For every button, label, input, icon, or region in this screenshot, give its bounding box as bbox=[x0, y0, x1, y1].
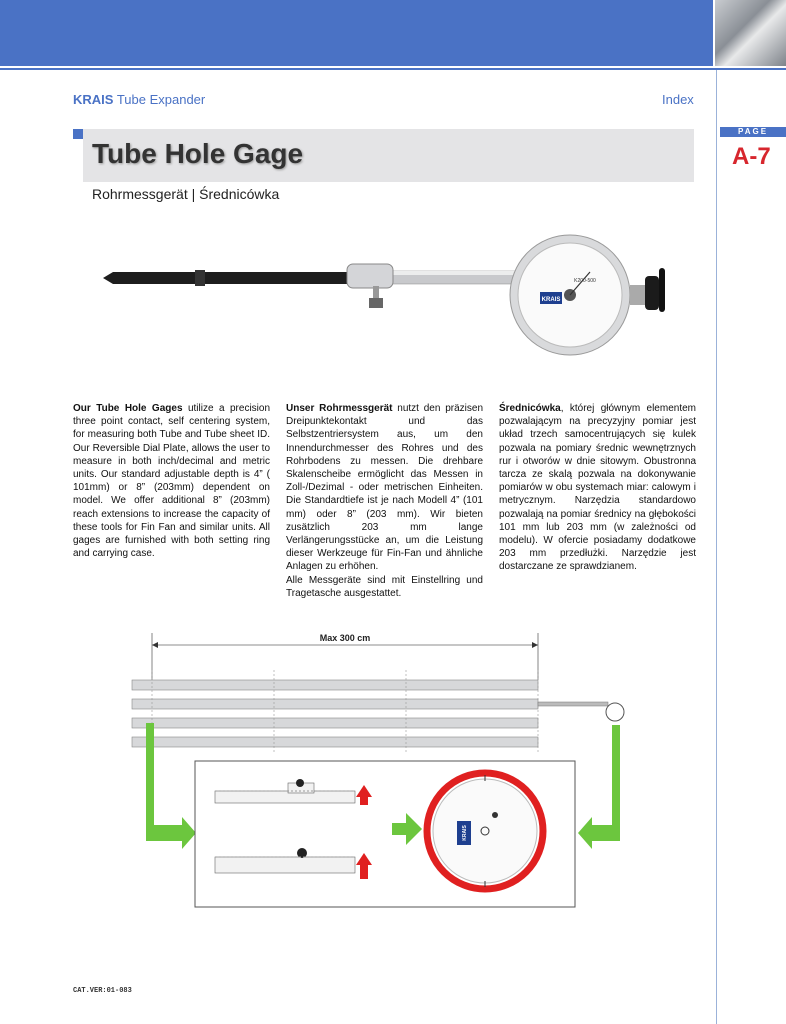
catalog-version: CAT.VER:01-083 bbox=[73, 987, 132, 995]
page-title: Tube Hole Gage bbox=[92, 138, 304, 169]
margin-rule bbox=[716, 70, 717, 1024]
brand-label: KRAIS Tube Expander bbox=[73, 92, 206, 107]
text-column-polish: Średnicówka, której głównym elementem pozwalającym na precyzyjny pomiar jest układ trzech samocentrujących się kulek pozwala na pomiary średnic wewnętrznych rur i otworów w dnie sitowym. Obustronna tarcza ze skalą pozwala na dokonywanie pomiarów w obu systemach miar: calowym i metrycznym. Narzędzia standardowo pozwalają na pomiar średnicy na głębokości 101 mm lub 203 mm (w zależności od modelu). W ofercie posiadamy dodatkowe 203 mm przedłużki. Narzędzie jest dostarczane ze sprawdzianem. bbox=[499, 403, 696, 573]
corner-product-thumbnail bbox=[715, 0, 786, 66]
text-column-german: Unser Rohrmessgerät nutzt den präzisen Dreipunktekontakt und das Selbstzentriersystem aus, um den Innendurchmesser des Rohres und des Rohrbodens zu messen. Die drehbare Skalenscheibe ermöglicht das Messen in Zoll-/Dezimal - oder metrischen Einheiten. Die Standardtiefe ist je nach Modell 4” (101 mm) oder 8” (203 mm). Wir bieten zusätzlich 203 mm lange Verlängerungsstücke an, um die Leistung dieser Werkzeuge für Fin-Fan und ähnliche Anlagen zu erhöhen. Alle Messgeräte sind mit Einstellring und Tragetasche ausgestattet. bbox=[286, 403, 484, 599]
photo-dial-label: K200-500 bbox=[574, 278, 596, 284]
text-column-english: Our Tube Hole Gages utilize a precision three point contact, self centering system, for measuring both Tube and Tube sheet ID. Our Reversible Dial Plate, allows the user to measure in both inch/decimal and metric units. Our standard adjustable depth is 4” ( 101mm) or 8” (203mm) dependent on model. We offer additional 8” (203mm) reach extensions to increase the capacity of these tools for Fin Fan and similar units. All gages are furnished with both setting ring and carrying case. bbox=[73, 403, 271, 560]
title-accent-square bbox=[73, 129, 83, 139]
page-subtitle: Rohrmessgerät | Średnicówka bbox=[92, 186, 280, 202]
top-banner bbox=[0, 0, 713, 66]
photo-dial-brand: KRAIS bbox=[541, 297, 561, 303]
diagram-dial-brand: KRAIS bbox=[462, 825, 468, 841]
tube-hole-gage-photo bbox=[85, 220, 685, 382]
dimension-label: Max 300 cm bbox=[319, 633, 371, 643]
page-number: A-7 bbox=[732, 143, 771, 170]
index-link[interactable]: Index bbox=[662, 92, 694, 107]
usage-diagram bbox=[120, 625, 640, 910]
header-rule bbox=[0, 68, 786, 70]
page-tag: PAGE bbox=[720, 127, 786, 137]
